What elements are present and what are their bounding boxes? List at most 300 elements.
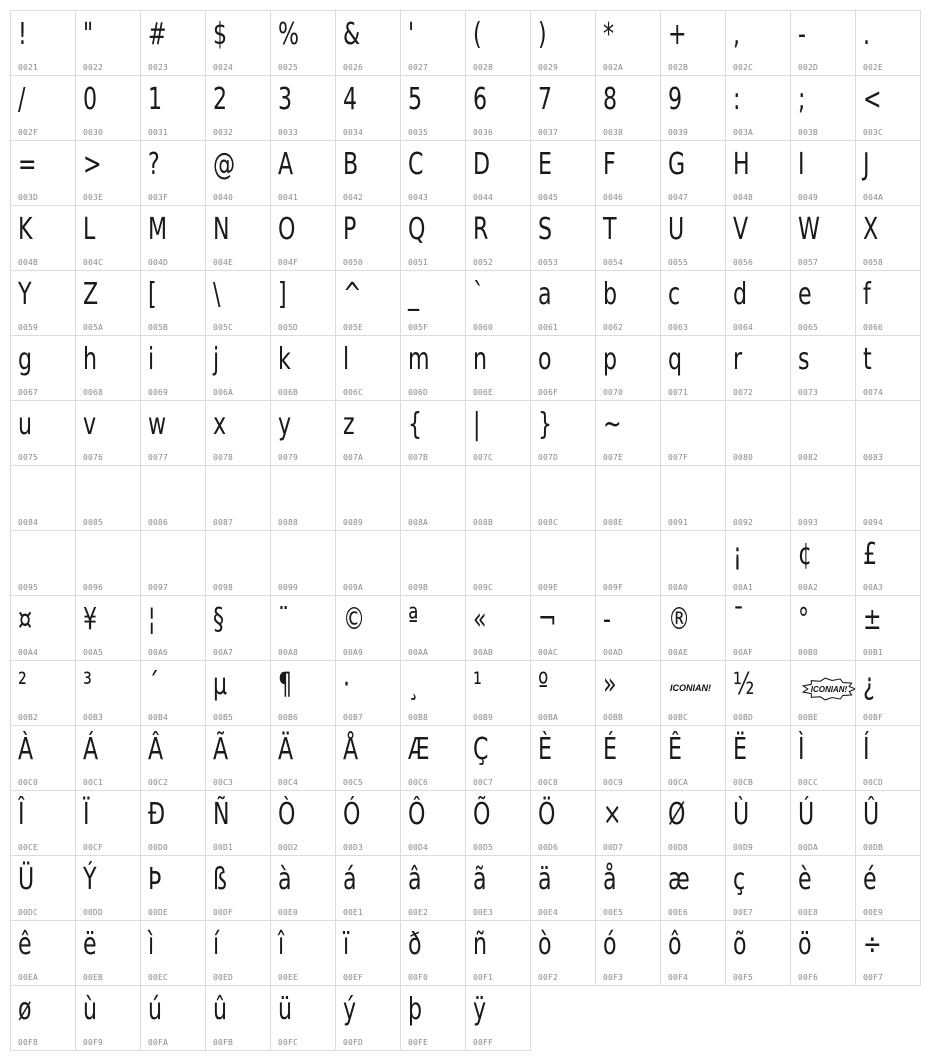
glyph-code: 002D bbox=[798, 63, 819, 72]
glyph-char: u bbox=[18, 407, 33, 442]
glyph-code: 00D1 bbox=[213, 843, 234, 852]
glyph-char: µ bbox=[213, 667, 228, 702]
glyph-code: 00A3 bbox=[863, 583, 884, 592]
glyph-char: q bbox=[668, 342, 683, 377]
glyph-code: 00F9 bbox=[83, 1038, 104, 1047]
glyph-cell bbox=[205, 660, 271, 726]
glyph-code: 00BF bbox=[863, 713, 884, 722]
glyph-code: 0021 bbox=[18, 63, 39, 72]
glyph-cell bbox=[10, 75, 76, 141]
glyph-cell bbox=[400, 855, 466, 921]
glyph-code: 0038 bbox=[603, 128, 624, 137]
glyph-cell bbox=[75, 790, 141, 856]
glyph-cell bbox=[465, 465, 531, 531]
glyph-code: 0089 bbox=[343, 518, 364, 527]
glyph-code: 00A4 bbox=[18, 648, 39, 657]
glyph-cell bbox=[75, 530, 141, 596]
glyph-cell bbox=[270, 660, 336, 726]
glyph-char: ê bbox=[18, 927, 32, 962]
glyph-code: 00E3 bbox=[473, 908, 494, 917]
glyph-cell bbox=[400, 985, 466, 1051]
glyph-code: 00D5 bbox=[473, 843, 494, 852]
glyph-cell bbox=[725, 465, 791, 531]
glyph-code: 00AC bbox=[538, 648, 559, 657]
glyph-cell bbox=[530, 75, 596, 141]
glyph-code: 0024 bbox=[213, 63, 234, 72]
glyph-code: 0051 bbox=[408, 258, 429, 267]
glyph-cell bbox=[790, 725, 856, 791]
glyph-char: O bbox=[278, 212, 296, 247]
glyph-code: 0022 bbox=[83, 63, 104, 72]
glyph-code: 0097 bbox=[148, 583, 169, 592]
glyph-code: 00C2 bbox=[148, 778, 169, 787]
glyph-cell bbox=[595, 920, 661, 986]
glyph-char: Ö bbox=[538, 797, 556, 832]
glyph-code: 00A7 bbox=[213, 648, 234, 657]
glyph-cell bbox=[205, 530, 271, 596]
glyph-cell bbox=[400, 75, 466, 141]
glyph-code: 00A1 bbox=[733, 583, 754, 592]
glyph-cell bbox=[855, 465, 921, 531]
glyph-code: 00FE bbox=[408, 1038, 429, 1047]
glyph-code: 0050 bbox=[343, 258, 364, 267]
glyph-code: 0058 bbox=[863, 258, 884, 267]
glyph-code: 0043 bbox=[408, 193, 429, 202]
glyph-code: 00A5 bbox=[83, 648, 104, 657]
glyph-code: 00B4 bbox=[148, 713, 169, 722]
glyph-char: ò bbox=[538, 927, 552, 962]
glyph-cell bbox=[725, 530, 791, 596]
glyph-cell bbox=[465, 205, 531, 271]
glyph-char: Ë bbox=[733, 732, 747, 767]
glyph-cell bbox=[400, 400, 466, 466]
glyph-code: 00ED bbox=[213, 973, 234, 982]
glyph-code: 0086 bbox=[148, 518, 169, 527]
glyph-code: 0040 bbox=[213, 193, 234, 202]
glyph-cell bbox=[465, 10, 531, 76]
glyph-grid bbox=[10, 10, 920, 1050]
glyph-code: 00B8 bbox=[408, 713, 429, 722]
glyph-code: 0063 bbox=[668, 323, 689, 332]
glyph-char: É bbox=[603, 732, 617, 767]
glyph-cell bbox=[205, 465, 271, 531]
glyph-cell bbox=[855, 530, 921, 596]
glyph-cell bbox=[75, 985, 141, 1051]
glyph-char: k bbox=[278, 342, 291, 377]
glyph-cell bbox=[595, 660, 661, 726]
glyph-cell bbox=[270, 530, 336, 596]
glyph-code: 00C0 bbox=[18, 778, 39, 787]
glyph-code: 003D bbox=[18, 193, 39, 202]
glyph-cell bbox=[400, 140, 466, 206]
glyph-cell bbox=[530, 10, 596, 76]
glyph-cell bbox=[205, 595, 271, 661]
glyph-char: Ñ bbox=[213, 797, 230, 832]
glyph-cell bbox=[335, 270, 401, 336]
glyph-cell bbox=[10, 205, 76, 271]
glyph-char: H bbox=[733, 147, 750, 182]
glyph-char: U bbox=[668, 212, 685, 247]
glyph-code: 00F4 bbox=[668, 973, 689, 982]
glyph-cell bbox=[75, 855, 141, 921]
glyph-char: ' bbox=[408, 17, 415, 52]
glyph-cell bbox=[400, 725, 466, 791]
glyph-cell bbox=[10, 530, 76, 596]
glyph-cell bbox=[335, 335, 401, 401]
glyph-cell bbox=[660, 660, 726, 726]
glyph-char: è bbox=[798, 862, 812, 897]
glyph-char: F bbox=[603, 147, 616, 182]
glyph-code: 006E bbox=[473, 388, 494, 397]
glyph-cell bbox=[75, 400, 141, 466]
glyph-cell bbox=[140, 75, 206, 141]
glyph-char: 3 bbox=[278, 82, 293, 117]
glyph-char: @ bbox=[213, 147, 236, 182]
glyph-char: % bbox=[278, 17, 300, 52]
glyph-cell bbox=[855, 920, 921, 986]
glyph-cell bbox=[10, 140, 76, 206]
glyph-char: N bbox=[213, 212, 230, 247]
glyph-cell bbox=[205, 335, 271, 401]
glyph-cell bbox=[140, 530, 206, 596]
glyph-cell bbox=[335, 920, 401, 986]
glyph-cell bbox=[205, 400, 271, 466]
glyph-cell bbox=[10, 270, 76, 336]
glyph-cell bbox=[10, 725, 76, 791]
glyph-code: 0055 bbox=[668, 258, 689, 267]
glyph-cell bbox=[855, 205, 921, 271]
glyph-cell bbox=[140, 725, 206, 791]
glyph-code: 0093 bbox=[798, 518, 819, 527]
glyph-code: 00D4 bbox=[408, 843, 429, 852]
glyph-code: 00EC bbox=[148, 973, 169, 982]
glyph-code: 00CC bbox=[798, 778, 819, 787]
glyph-char: ~ bbox=[603, 407, 622, 442]
glyph-code: 0065 bbox=[798, 323, 819, 332]
glyph-code: 003F bbox=[148, 193, 169, 202]
glyph-char: « bbox=[473, 602, 487, 637]
glyph-cell bbox=[335, 75, 401, 141]
glyph-cell bbox=[530, 855, 596, 921]
glyph-char: - bbox=[603, 602, 611, 637]
glyph-char: : bbox=[733, 82, 741, 117]
glyph-cell bbox=[595, 855, 661, 921]
glyph-code: 00E0 bbox=[278, 908, 299, 917]
glyph-cell bbox=[400, 205, 466, 271]
glyph-char: ¬ bbox=[538, 602, 557, 637]
glyph-code: 0057 bbox=[798, 258, 819, 267]
glyph-cell bbox=[855, 335, 921, 401]
glyph-cell bbox=[790, 270, 856, 336]
glyph-char: Ù bbox=[733, 797, 750, 832]
glyph-cell bbox=[530, 400, 596, 466]
glyph-cell bbox=[530, 660, 596, 726]
glyph-code: 0084 bbox=[18, 518, 39, 527]
glyph-code: 0053 bbox=[538, 258, 559, 267]
glyph-char: Ò bbox=[278, 797, 296, 832]
glyph-code: 00EE bbox=[278, 973, 299, 982]
glyph-cell bbox=[140, 335, 206, 401]
glyph-cell bbox=[790, 335, 856, 401]
glyph-code: 00BA bbox=[538, 713, 559, 722]
glyph-code: 005D bbox=[278, 323, 299, 332]
glyph-char: b bbox=[603, 277, 618, 312]
glyph-char: Õ bbox=[473, 797, 491, 832]
glyph-char: ó bbox=[603, 927, 617, 962]
glyph-code: 00FB bbox=[213, 1038, 234, 1047]
glyph-cell bbox=[270, 985, 336, 1051]
glyph-char: # bbox=[148, 17, 167, 52]
glyph-cell bbox=[855, 595, 921, 661]
glyph-code: 0026 bbox=[343, 63, 364, 72]
glyph-cell bbox=[10, 790, 76, 856]
glyph-code: 003B bbox=[798, 128, 819, 137]
glyph-code: 00DB bbox=[863, 843, 884, 852]
glyph-char: § bbox=[213, 602, 225, 637]
glyph-char: ª bbox=[408, 602, 419, 637]
glyph-char: Ó bbox=[343, 797, 361, 832]
glyph-code: 00C1 bbox=[83, 778, 104, 787]
glyph-char: T bbox=[603, 212, 617, 247]
glyph-char: ä bbox=[538, 862, 552, 897]
glyph-code: 00EF bbox=[343, 973, 364, 982]
glyph-cell bbox=[205, 75, 271, 141]
glyph-char: Ì bbox=[798, 732, 805, 767]
glyph-cell bbox=[10, 10, 76, 76]
glyph-char: \ bbox=[213, 277, 221, 312]
glyph-cell bbox=[10, 400, 76, 466]
glyph-cell bbox=[530, 790, 596, 856]
glyph-cell bbox=[335, 530, 401, 596]
glyph-char: Ê bbox=[668, 732, 682, 767]
glyph-cell bbox=[75, 465, 141, 531]
glyph-cell bbox=[270, 10, 336, 76]
glyph-cell bbox=[725, 10, 791, 76]
glyph-cell bbox=[465, 270, 531, 336]
glyph-code: 0077 bbox=[148, 453, 169, 462]
glyph-cell bbox=[660, 140, 726, 206]
glyph-cell bbox=[530, 595, 596, 661]
glyph-code: 00CB bbox=[733, 778, 754, 787]
glyph-cell bbox=[400, 530, 466, 596]
glyph-code: 00EA bbox=[18, 973, 39, 982]
glyph-code: 00BC bbox=[668, 713, 689, 722]
glyph-char: ¡ bbox=[733, 537, 742, 572]
glyph-char: 4 bbox=[343, 82, 358, 117]
glyph-cell bbox=[725, 140, 791, 206]
glyph-code: 006F bbox=[538, 388, 559, 397]
glyph-char: ° bbox=[798, 602, 810, 637]
glyph-char: ö bbox=[798, 927, 812, 962]
glyph-cell bbox=[400, 790, 466, 856]
glyph-char: ¥ bbox=[83, 602, 98, 637]
glyph-code: 00F6 bbox=[798, 973, 819, 982]
glyph-char: p bbox=[603, 342, 618, 377]
glyph-code: 002B bbox=[668, 63, 689, 72]
glyph-cell bbox=[790, 855, 856, 921]
glyph-code: 0072 bbox=[733, 388, 754, 397]
glyph-code: 00A0 bbox=[668, 583, 689, 592]
glyph-cell bbox=[465, 725, 531, 791]
glyph-code: 0071 bbox=[668, 388, 689, 397]
iconian-burst-text: ICONIAN! bbox=[810, 685, 848, 694]
glyph-cell bbox=[725, 335, 791, 401]
glyph-char: e bbox=[798, 277, 812, 312]
glyph-code: 00BB bbox=[603, 713, 624, 722]
glyph-cell bbox=[595, 140, 661, 206]
glyph-char: Z bbox=[83, 277, 99, 312]
glyph-code: 0035 bbox=[408, 128, 429, 137]
glyph-cell bbox=[335, 660, 401, 726]
glyph-code: 0054 bbox=[603, 258, 624, 267]
glyph-cell bbox=[725, 400, 791, 466]
glyph-cell bbox=[725, 270, 791, 336]
glyph-code: 0061 bbox=[538, 323, 559, 332]
glyph-cell bbox=[10, 985, 76, 1051]
glyph-char: é bbox=[863, 862, 877, 897]
glyph-cell bbox=[725, 855, 791, 921]
glyph-code: 0032 bbox=[213, 128, 234, 137]
glyph-char: © bbox=[343, 602, 366, 637]
glyph-char: > bbox=[83, 147, 102, 182]
glyph-code: 006B bbox=[278, 388, 299, 397]
glyph-cell bbox=[335, 725, 401, 791]
glyph-cell bbox=[790, 595, 856, 661]
glyph-code: 00B7 bbox=[343, 713, 364, 722]
glyph-char: D bbox=[473, 147, 491, 182]
glyph-char: ¯ bbox=[733, 602, 745, 637]
glyph-code: 0041 bbox=[278, 193, 299, 202]
glyph-code: 003A bbox=[733, 128, 754, 137]
glyph-cell bbox=[10, 920, 76, 986]
glyph-cell bbox=[270, 205, 336, 271]
glyph-cell bbox=[855, 400, 921, 466]
glyph-char: ] bbox=[278, 277, 287, 312]
glyph-cell bbox=[790, 790, 856, 856]
glyph-code: 0078 bbox=[213, 453, 234, 462]
glyph-char: = bbox=[18, 147, 37, 182]
glyph-cell bbox=[10, 595, 76, 661]
glyph-cell bbox=[855, 10, 921, 76]
glyph-char: ; bbox=[798, 82, 806, 117]
glyph-cell bbox=[790, 75, 856, 141]
glyph-char: ÷ bbox=[863, 927, 882, 962]
glyph-char: Ø bbox=[668, 797, 686, 832]
glyph-code: 002C bbox=[733, 63, 754, 72]
glyph-char: ¢ bbox=[798, 537, 813, 572]
glyph-code: 00CE bbox=[18, 843, 39, 852]
glyph-char: m bbox=[408, 342, 430, 377]
glyph-code: 00C6 bbox=[408, 778, 429, 787]
glyph-char: × bbox=[603, 797, 622, 832]
glyph-code: 0033 bbox=[278, 128, 299, 137]
glyph-code: 00D8 bbox=[668, 843, 689, 852]
glyph-cell bbox=[400, 660, 466, 726]
glyph-char: Ô bbox=[408, 797, 426, 832]
glyph-code: 008E bbox=[603, 518, 624, 527]
glyph-char: ø bbox=[18, 992, 32, 1027]
glyph-cell bbox=[140, 400, 206, 466]
glyph-char: ) bbox=[538, 17, 547, 52]
glyph-cell bbox=[595, 465, 661, 531]
glyph-char: · bbox=[343, 667, 351, 702]
glyph-code: 009F bbox=[603, 583, 624, 592]
glyph-cell bbox=[530, 140, 596, 206]
glyph-cell bbox=[465, 75, 531, 141]
glyph-cell bbox=[595, 205, 661, 271]
glyph-char: l bbox=[343, 342, 350, 377]
glyph-char: ë bbox=[83, 927, 97, 962]
glyph-cell bbox=[660, 530, 726, 596]
glyph-char: 9 bbox=[668, 82, 683, 117]
glyph-code: 00E8 bbox=[798, 908, 819, 917]
iconian-logo-text: ICONIAN! bbox=[670, 683, 711, 693]
glyph-char: æ bbox=[668, 862, 690, 897]
glyph-cell bbox=[530, 270, 596, 336]
glyph-char: B bbox=[343, 147, 359, 182]
glyph-cell bbox=[790, 205, 856, 271]
glyph-char: R bbox=[473, 212, 489, 247]
glyph-code: 002E bbox=[863, 63, 884, 72]
glyph-code: 005C bbox=[213, 323, 234, 332]
glyph-code: 0069 bbox=[148, 388, 169, 397]
glyph-char: ¶ bbox=[278, 667, 293, 702]
glyph-code: 0074 bbox=[863, 388, 884, 397]
glyph-char: ñ bbox=[473, 927, 488, 962]
glyph-code: 004C bbox=[83, 258, 104, 267]
glyph-char: ½ bbox=[733, 667, 755, 702]
glyph-char: ¨ bbox=[278, 602, 290, 637]
glyph-char: ì bbox=[148, 927, 155, 962]
glyph-cell bbox=[725, 595, 791, 661]
glyph-char: s bbox=[798, 342, 810, 377]
glyph-char: û bbox=[213, 992, 228, 1027]
glyph-code: 0052 bbox=[473, 258, 494, 267]
glyph-char: à bbox=[278, 862, 292, 897]
glyph-code: 00F2 bbox=[538, 973, 559, 982]
glyph-code: 00DE bbox=[148, 908, 169, 917]
glyph-cell bbox=[140, 465, 206, 531]
glyph-code: 0047 bbox=[668, 193, 689, 202]
glyph-char: o bbox=[538, 342, 552, 377]
glyph-code: 00DA bbox=[798, 843, 819, 852]
glyph-char: ´ bbox=[148, 667, 160, 702]
glyph-code: 00DF bbox=[213, 908, 234, 917]
glyph-code: 00A2 bbox=[798, 583, 819, 592]
glyph-code: 0091 bbox=[668, 518, 689, 527]
glyph-code: 0030 bbox=[83, 128, 104, 137]
glyph-char: õ bbox=[733, 927, 747, 962]
glyph-cell bbox=[75, 725, 141, 791]
glyph-code: 00F7 bbox=[863, 973, 884, 982]
glyph-cell bbox=[465, 530, 531, 596]
glyph-code: 0036 bbox=[473, 128, 494, 137]
glyph-code: 0059 bbox=[18, 323, 39, 332]
glyph-cell bbox=[855, 270, 921, 336]
glyph-char: f bbox=[863, 277, 871, 312]
glyph-code: 005A bbox=[83, 323, 104, 332]
glyph-code: 00B1 bbox=[863, 648, 884, 657]
glyph-cell bbox=[465, 400, 531, 466]
glyph-cell bbox=[660, 595, 726, 661]
glyph-code: 0092 bbox=[733, 518, 754, 527]
glyph-code: 00FF bbox=[473, 1038, 494, 1047]
glyph-code: 0039 bbox=[668, 128, 689, 137]
glyph-cell bbox=[465, 920, 531, 986]
glyph-char: 1 bbox=[148, 82, 163, 117]
glyph-char: 5 bbox=[408, 82, 423, 117]
glyph-code: 00EB bbox=[83, 973, 104, 982]
